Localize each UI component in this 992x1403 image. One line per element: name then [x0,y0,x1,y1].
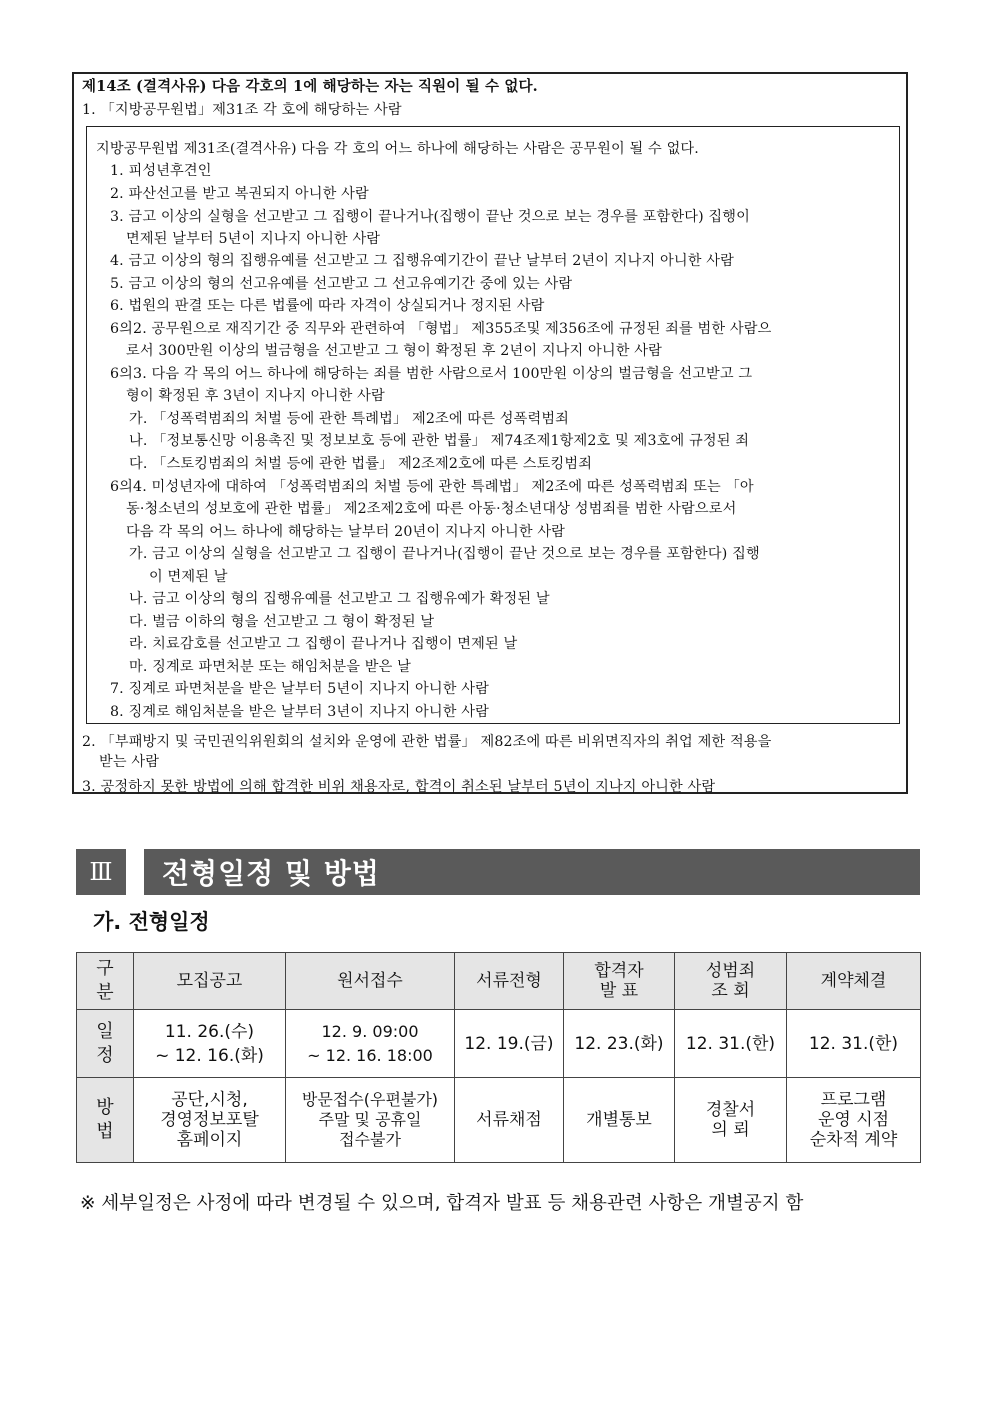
section-title: 전형일정 및 방법 [144,849,920,895]
law-line: 나. 금고 이상의 형의 집행유예를 선고받고 그 집행유예가 확정된 날 [129,591,550,607]
cell-announcement-date [564,1010,675,1078]
law-line: 6의4. 미성년자에 대하여 「성폭력범죄의 처벌 등에 관한 특례법」 제2조에 따른 성폭력범죄 또는 「아 [110,479,754,495]
law-line: 동·청소년의 성보호에 관한 법률」 제2조제2호에 따른 아동·청소년대상 성범죄를 범한 사람으로서 [126,501,737,517]
law-line: 1. 피성년후견인 [110,163,212,179]
header-cell-contract [787,953,921,1010]
law-line: 6의3. 다음 각 목의 어느 하나에 해당하는 죄를 범한 사람으로서 100만원 이상의 벌금형을 선고받고 그 [110,366,753,382]
cell-text: 의 뢰 [711,1120,750,1140]
law-line: 다. 벌금 이하의 형을 선고받고 그 형이 확정된 날 [129,614,435,630]
article-item-1: 1. 「지방공무원법」제31조 각 호에 해당하는 사람 [82,102,402,118]
law-line: 8. 징계로 해임처분을 받은 날부터 3년이 지나지 아니한 사람 [110,704,489,720]
row-label-method [77,1078,134,1163]
law-line: 다음 각 목의 어느 하나에 해당하는 날부터 20년이 지나지 아니한 사람 [126,524,566,540]
table-header-row [77,953,921,1010]
cell-text: 12. 9. 09:00 [321,1021,419,1041]
header-label: 발 표 [599,981,639,1001]
article-item-3: 3. 공정하지 못한 방법에 의해 합격한 비위 채용자로, 합격이 취소된 날부터 5년이 지나지 아니한 사람 [82,779,716,795]
header-cell-notice [134,953,286,1010]
cell-application-method [286,1078,455,1163]
cell-text: 홈페이지 [176,1130,243,1150]
table-corner-cell [77,953,134,1010]
cell-text: ~ 12. 16. 18:00 [307,1045,433,1065]
header-label: 성범죄 [705,961,756,981]
cell-text: 12. 19.(금) [464,1033,554,1054]
article-item-2-cont: 받는 사람 [99,754,160,770]
cell-text: 운영 시점 [817,1110,890,1130]
row-label: 방 [96,1097,114,1118]
law-quote-intro: 지방공무원법 제31조(결격사유) 다음 각 호의 어느 하나에 해당하는 사람은 공무원이 될 수 없다. [96,141,699,157]
article-title: 제14조 (결격사유) 다음 각호의 1에 해당하는 자는 직원이 될 수 없다. [82,78,538,95]
law-line: 형이 확정된 후 3년이 지나지 아니한 사람 [126,388,385,404]
cell-contract-date [787,1010,921,1078]
cell-announcement-method [564,1078,675,1163]
cell-text: 12. 31.(한) [685,1033,776,1054]
table-row-method [77,1078,921,1163]
cell-text: 순차적 계약 [809,1130,898,1150]
law-line: 4. 금고 이상의 형의 집행유예를 선고받고 그 집행유예기간이 끝난 날부터 2년이 지나지 아니한 사람 [110,253,734,269]
cell-text: 주말 및 공휴일 [318,1110,422,1129]
article-item-2: 2. 「부패방지 및 국민권익위원회의 설치와 운영에 관한 법률」 제82조에 따른 비위면직자의 취업 제한 적용을 [82,734,772,750]
cell-text: 프로그램 [820,1090,887,1110]
row-label-schedule [77,1010,134,1078]
law-line: 다. 「스토킹범죄의 처벌 등에 관한 법률」 제2조제2호에 따른 스토킹범죄 [129,456,593,472]
section-number: Ⅲ [76,849,126,895]
cell-document-method [455,1078,564,1163]
law-line: 2. 파산선고를 받고 복권되지 아니한 사람 [110,186,369,202]
law-line: 6의2. 공무원으로 재직기간 중 직무와 관련하여 「형법」 제355조및 제356조에 규정된 죄를 범한 사람으 [110,321,772,337]
table-row-schedule [77,1010,921,1078]
law-line: 마. 징계로 파면처분 또는 해임처분을 받은 날 [129,659,412,675]
cell-text: 공단,시청, [171,1090,248,1110]
cell-text: 경영정보포탈 [160,1110,259,1130]
law-line: 가. 금고 이상의 실형을 선고받고 그 집행이 끝나거나(집행이 끝난 것으로 보는 경우를 포함한다) 집행 [129,546,760,562]
law-line: 면제된 날부터 5년이 지나지 아니한 사람 [126,231,381,247]
law-line: 이 면제된 날 [149,569,228,585]
row-label: 법 [96,1121,114,1142]
law-line: 6. 법원의 판결 또는 다른 법률에 따라 자격이 상실되거나 정지된 사람 [110,298,545,314]
law-line: 나. 「정보통신망 이용촉진 및 정보보호 등에 관한 법률」 제74조제1항제2호 및 제3호에 규정된 죄 [129,433,750,449]
cell-text: 방문접수(우편불가) [301,1090,439,1109]
row-label: 정 [96,1044,114,1066]
row-label: 일 [96,1020,114,1042]
subsection-title: 가. 전형일정 [93,910,210,934]
cell-application-date [286,1010,455,1078]
cell-contract-method [787,1078,921,1163]
header-label: 모집공고 [176,971,243,991]
law-line: 5. 금고 이상의 형의 선고유예를 선고받고 그 선고유예기간 중에 있는 사람 [110,276,573,292]
cell-text: 접수불가 [339,1130,401,1149]
header-cell-announcement [564,953,675,1010]
header-label: 서류전형 [476,971,542,991]
law-line: 7. 징계로 파면처분을 받은 날부터 5년이 지나지 아니한 사람 [110,681,489,697]
header-cell-application [286,953,455,1010]
cell-text: ~ 12. 16.(화) [155,1045,264,1066]
cell-notice-method [134,1078,286,1163]
cell-text: 경찰서 [705,1100,756,1120]
cell-document-date [455,1010,564,1078]
schedule-table [76,952,921,1163]
header-label: 원서접수 [337,971,403,991]
cell-crime-check-date [675,1010,787,1078]
law-line: 가. 「성폭력범죄의 처벌 등에 관한 특례법」 제2조에 따른 성폭력범죄 [129,411,570,427]
cell-text: 개별통보 [586,1110,652,1130]
header-cell-crime-check [675,953,787,1010]
cell-text: 12. 31.(한) [808,1033,899,1054]
law-line: 로서 300만원 이상의 벌금형을 선고받고 그 형이 확정된 후 2년이 지나지 아니한 사람 [126,343,662,359]
header-label: 계약체결 [820,971,887,991]
header-label: 합격자 [594,961,644,981]
cell-text: 12. 23.(화) [574,1033,664,1054]
footnote: ※ 세부일정은 사정에 따라 변경될 수 있으며, 합격자 발표 등 채용관련 사항은 개별공지 함 [80,1193,804,1214]
corner-label: 분 [96,982,114,1003]
cell-text: 서류채점 [476,1110,542,1130]
law-line: 3. 금고 이상의 실형을 선고받고 그 집행이 끝나거나(집행이 끝난 것으로 보는 경우를 포함한다) 집행이 [110,209,750,225]
corner-label: 구 [96,958,114,979]
cell-text: 11. 26.(수) [164,1021,255,1042]
law-line: 라. 치료감호를 선고받고 그 집행이 끝나거나 집행이 면제된 날 [129,636,518,652]
cell-notice-date [134,1010,286,1078]
header-cell-document-screening [455,953,564,1010]
header-label: 조 회 [711,981,750,1001]
cell-crime-check-method [675,1078,787,1163]
